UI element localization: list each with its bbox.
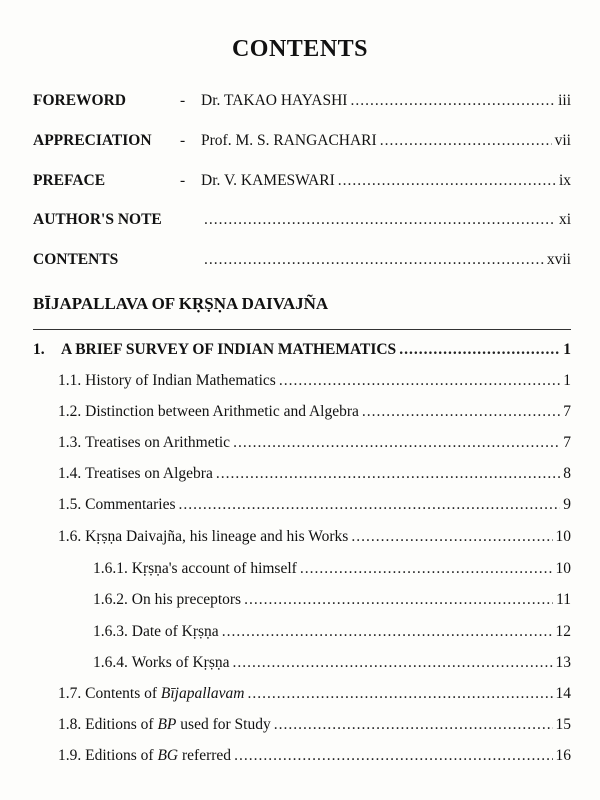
entry-title: Distinction between Arithmetic and Algebra xyxy=(85,403,359,420)
entry-title xyxy=(85,747,231,765)
front-author: Dr. V. KAMESWARI xyxy=(201,172,335,189)
page-number: 7 xyxy=(563,434,571,451)
leader-dots xyxy=(234,747,552,765)
front-dash: - xyxy=(180,92,186,109)
entry-number: 1.2. xyxy=(58,403,82,420)
section-divider xyxy=(33,329,571,330)
toc-row-1-9[interactable] xyxy=(58,747,571,765)
toc-row-1-6[interactable] xyxy=(58,528,571,546)
entry-number: 1.6.2. xyxy=(93,591,128,608)
entry-title: Kṛṣṇa Daivajña, his lineage and his Works xyxy=(85,528,349,545)
leader-dots xyxy=(274,716,553,734)
entry-number: 1.9. xyxy=(58,747,82,764)
leader-dots xyxy=(204,211,556,229)
entry-title-italic: Bījapallavam xyxy=(160,685,245,702)
leader-dots xyxy=(351,528,552,546)
front-dash: - xyxy=(180,132,186,149)
entry-title-text: referred xyxy=(178,747,232,764)
entry-number: 1.1. xyxy=(58,372,82,389)
entry-title: Date of Kṛṣṇa xyxy=(131,623,219,640)
leader-dots xyxy=(244,591,553,609)
entry-title: On his preceptors xyxy=(131,591,242,608)
toc-row-1-6-4[interactable] xyxy=(93,654,571,672)
toc-row-1-5[interactable] xyxy=(58,496,571,514)
entry-title-text: Contents of xyxy=(85,685,161,702)
entry-number: 1.6.4. xyxy=(93,654,128,671)
page-number: 8 xyxy=(563,465,571,482)
leader-dots xyxy=(350,92,555,110)
front-label-preface: PREFACE xyxy=(33,172,106,189)
entry-number: 1.5. xyxy=(58,496,82,513)
toc-row-foreword[interactable] xyxy=(201,92,571,110)
chapter-number: 1. xyxy=(33,341,45,358)
page-number: 16 xyxy=(555,747,571,764)
toc-row-1-4[interactable] xyxy=(58,465,571,483)
entry-title-text: used for Study xyxy=(176,716,271,733)
leader-dots xyxy=(204,251,544,269)
front-label-appreciation: APPRECIATION xyxy=(33,132,152,149)
toc-row-1-6-1[interactable] xyxy=(93,560,571,578)
toc-row-contents[interactable] xyxy=(201,251,571,269)
page-number: 10 xyxy=(555,560,571,577)
page-number: iii xyxy=(558,92,571,109)
page-number: 12 xyxy=(555,623,571,640)
page-number: 13 xyxy=(555,654,571,671)
entry-number: 1.6. xyxy=(58,528,82,545)
front-author: Dr. TAKAO HAYASHI xyxy=(201,92,348,109)
front-dash: - xyxy=(180,172,186,189)
entry-title: Works of Kṛṣṇa xyxy=(131,654,230,671)
leader-dots xyxy=(247,685,552,703)
toc-row-1-2[interactable] xyxy=(58,403,571,421)
leader-dots xyxy=(338,172,556,190)
leader-dots xyxy=(279,372,560,390)
entry-title-text: Editions of xyxy=(85,747,158,764)
toc-row-1-8[interactable] xyxy=(58,716,571,734)
front-label-contents: CONTENTS xyxy=(33,251,119,268)
page-number: vii xyxy=(554,132,571,149)
leader-dots xyxy=(399,341,560,359)
leader-dots xyxy=(233,654,553,672)
toc-row-1-3[interactable] xyxy=(58,434,571,452)
page-number: 14 xyxy=(555,685,571,702)
entry-number: 1.7. xyxy=(58,685,82,702)
page-number: 7 xyxy=(563,403,571,420)
chapter-title: A BRIEF SURVEY OF INDIAN MATHEMATICS xyxy=(61,341,397,358)
entry-number: 1.6.3. xyxy=(93,623,128,640)
leader-dots xyxy=(179,496,561,514)
page-number: xvii xyxy=(546,251,571,268)
entry-title-italic: BP xyxy=(157,716,177,733)
entry-title: Treatises on Arithmetic xyxy=(85,434,231,451)
front-label-foreword: FOREWORD xyxy=(33,92,126,109)
page-number: 1 xyxy=(563,341,571,358)
page-number: 10 xyxy=(555,528,571,545)
entry-number: 1.4. xyxy=(58,465,82,482)
page-number: 11 xyxy=(556,591,571,608)
page-number: ix xyxy=(558,172,571,189)
entry-title: Kṛṣṇa's account of himself xyxy=(131,560,297,577)
toc-row-1-6-2[interactable] xyxy=(93,591,571,609)
page-number: 1 xyxy=(563,372,571,389)
entry-number: 1.8. xyxy=(58,716,82,733)
toc-row-1-7[interactable] xyxy=(58,685,571,703)
entry-number: 1.3. xyxy=(58,434,82,451)
toc-row-authors-note[interactable] xyxy=(201,211,571,229)
page-number: 15 xyxy=(555,716,571,733)
leader-dots xyxy=(380,132,552,150)
entry-title xyxy=(85,716,271,734)
entry-number: 1.6.1. xyxy=(93,560,128,577)
entry-title-text: Editions of xyxy=(85,716,158,733)
toc-row-1-1[interactable] xyxy=(58,372,571,390)
toc-row-chapter-1[interactable] xyxy=(33,341,571,359)
entry-title: Commentaries xyxy=(85,496,176,513)
section-heading: BĪJAPALLAVA OF KṚṢṆA DAIVAJÑA xyxy=(33,294,329,313)
toc-row-1-6-3[interactable] xyxy=(93,623,571,641)
leader-dots xyxy=(216,465,560,483)
leader-dots xyxy=(222,623,553,641)
leader-dots xyxy=(233,434,560,452)
toc-row-preface[interactable] xyxy=(201,172,571,190)
page-number: 9 xyxy=(563,496,571,513)
front-label-authors-note: AUTHOR'S NOTE xyxy=(33,211,162,228)
leader-dots xyxy=(362,403,560,421)
entry-title: Treatises on Algebra xyxy=(85,465,213,482)
entry-title: History of Indian Mathematics xyxy=(85,372,276,389)
leader-dots xyxy=(300,560,553,578)
front-author: Prof. M. S. RANGACHARI xyxy=(201,132,377,149)
page-number: xi xyxy=(558,211,571,228)
page-title: CONTENTS xyxy=(231,36,369,62)
entry-title xyxy=(85,685,244,703)
entry-title-italic: BG xyxy=(157,747,179,764)
toc-row-appreciation[interactable] xyxy=(201,132,571,150)
